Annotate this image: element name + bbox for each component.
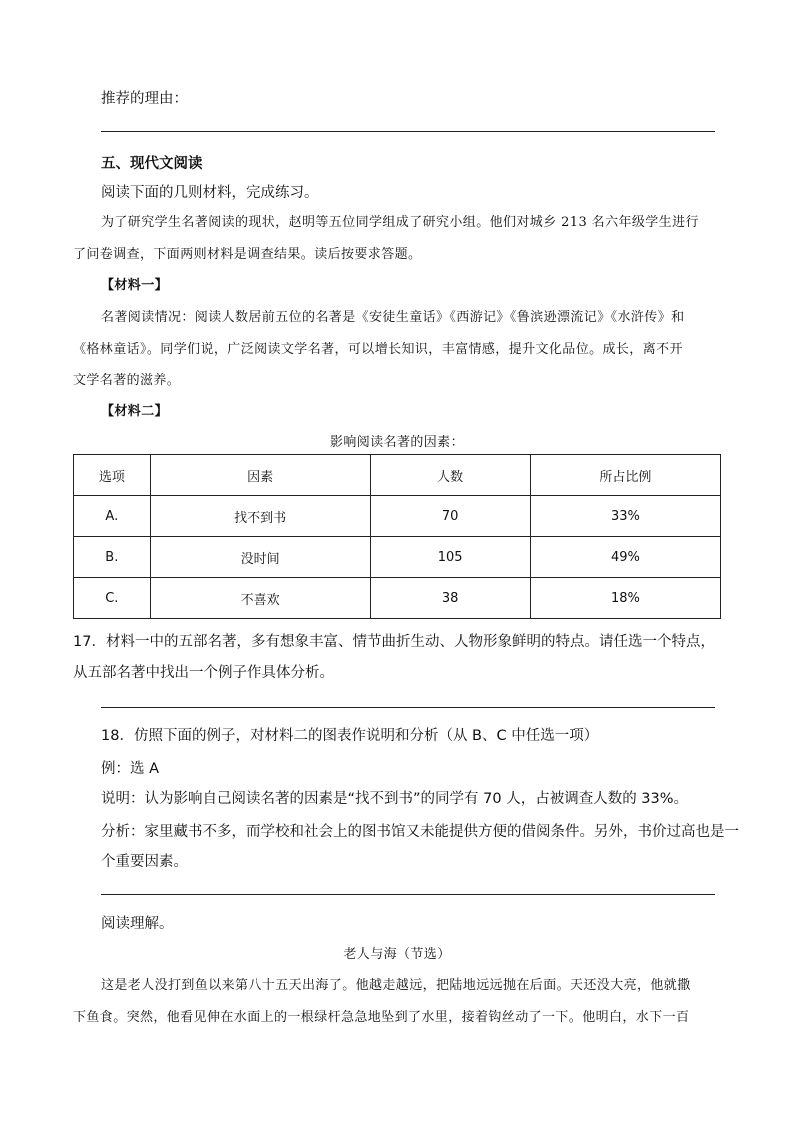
material1-line: 文学名著的滋养。 xyxy=(73,373,181,388)
table-cell: B. xyxy=(74,537,151,578)
reason-label: 推荐的理由： xyxy=(101,91,188,107)
table-row xyxy=(74,537,721,578)
table-row xyxy=(74,496,721,537)
passage-line: 这是老人没打到鱼以来第八十五天出海了。他越走越远，把陆地远远抛在后面。天还没大亮，他就撒 xyxy=(101,978,691,993)
answer-line xyxy=(101,894,715,895)
answer-line xyxy=(101,131,715,132)
table-header-row xyxy=(74,455,721,496)
table-cell: 70 xyxy=(370,496,530,537)
table-caption: 影响阅读名著的因素： xyxy=(329,435,464,450)
table-header: 人数 xyxy=(370,455,530,496)
question-17-line: 17．材料一中的五部名著，多有想象丰富、情节曲折生动、人物形象鲜明的特点。请任选一个特点， xyxy=(73,634,715,650)
section-title: 五、现代文阅读 xyxy=(101,156,203,172)
table-cell: 49% xyxy=(530,537,720,578)
intro-line: 为了研究学生名著阅读的现状，赵明等五位同学组成了研究小组。他们对城乡 213 名六年级学生进行 xyxy=(101,215,699,230)
material2-title: 【材料二】 xyxy=(101,404,169,419)
reading-label: 阅读理解。 xyxy=(101,916,174,932)
table-row xyxy=(74,578,721,619)
table-cell: A. xyxy=(74,496,151,537)
question-18: 18．仿照下面的例子，对材料二的图表作说明和分析（从 B、C 中任选一项） xyxy=(101,728,599,744)
material1-title: 【材料一】 xyxy=(101,278,169,293)
table-cell: 105 xyxy=(370,537,530,578)
explanation: 说明：认为影响自己阅读名著的因素是“找不到书”的同学有 70 人，占被调查人数的 33%。 xyxy=(101,791,689,807)
table-header: 选项 xyxy=(74,455,151,496)
material1-line: 《格林童话》。同学们说，广泛阅读文学名著，可以增长知识，丰富情感，提升文化品位。成长，离不开 xyxy=(73,342,683,357)
passage-line: 下鱼食。突然，他看见伸在水面上的一根绿杆急急地坠到了水里，接着钩丝动了一下。他明白，水下一百 xyxy=(73,1010,690,1025)
analysis-line: 分析：家里藏书不多，而学校和社会上的图书馆又未能提供方便的借阅条件。另外，书价过高也是一 xyxy=(101,824,739,840)
factors-table xyxy=(73,454,721,619)
intro-line: 了问卷调查，下面两则材料是调查结果。读后按要求答题。 xyxy=(73,247,422,262)
example-label: 例：选 A xyxy=(101,761,160,777)
answer-line xyxy=(101,707,715,708)
table-header: 所占比例 xyxy=(530,455,720,496)
instruction: 阅读下面的几则材料，完成练习。 xyxy=(101,185,319,201)
table-cell: 没时间 xyxy=(150,537,370,578)
table-cell: 不喜欢 xyxy=(150,578,370,619)
table-cell: 18% xyxy=(530,578,720,619)
table-cell: 找不到书 xyxy=(150,496,370,537)
table-cell: C. xyxy=(74,578,151,619)
passage-title: 老人与海（节选） xyxy=(343,947,451,962)
question-17-line: 从五部名著中找出一个例子作具体分析。 xyxy=(73,665,334,681)
table-header: 因素 xyxy=(150,455,370,496)
analysis-line: 个重要因素。 xyxy=(101,854,188,870)
table-cell: 33% xyxy=(530,496,720,537)
material1-line: 名著阅读情况：阅读人数居前五位的名著是《安徒生童话》《西游记》《鲁滨逊漂流记》《水浒传》和 xyxy=(101,310,685,325)
table-cell: 38 xyxy=(370,578,530,619)
